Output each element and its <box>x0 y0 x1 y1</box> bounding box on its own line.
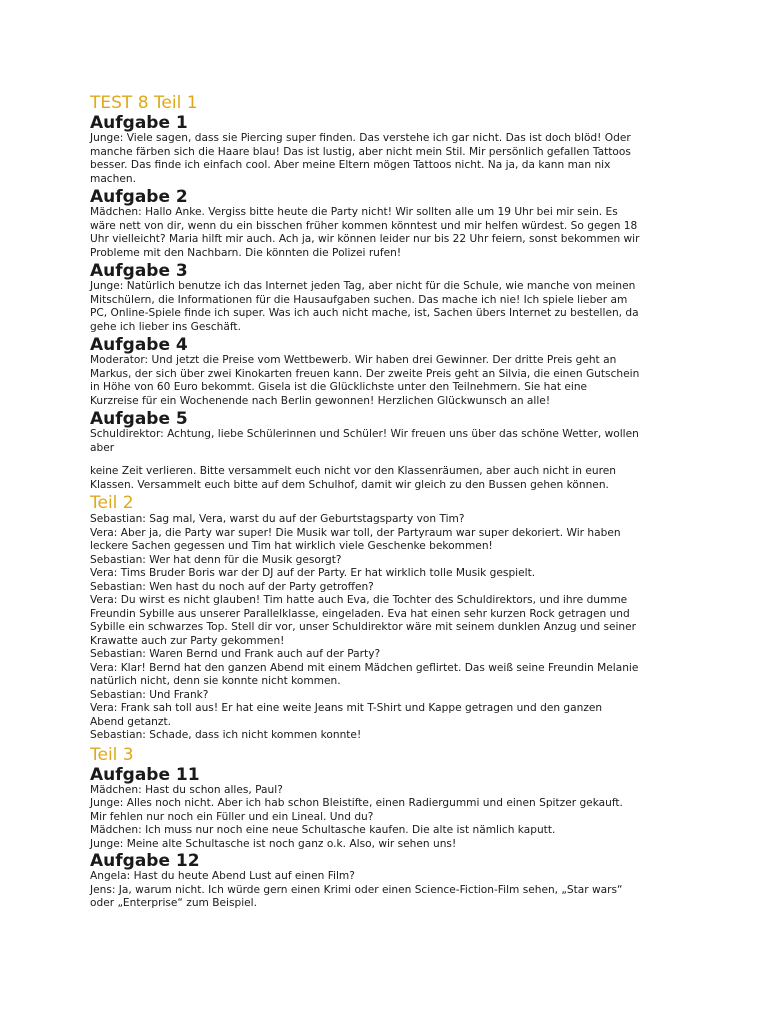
aufgabe-5-heading: Aufgabe 5 <box>90 409 188 429</box>
dialogue-line: Junge: Meine alte Schultasche ist noch ganz o.k. Also, wir sehen uns! <box>90 837 457 850</box>
dialogue-line: Sebastian: Wer hat denn für die Musik gesorgt? <box>90 553 342 566</box>
aufgabe-11-heading: Aufgabe 11 <box>90 764 200 785</box>
dialogue-line: Mädchen: Hast du schon alles, Paul? <box>90 783 283 796</box>
aufgabe-1-heading: Aufgabe 1 <box>90 113 188 133</box>
dialogue-line: Sebastian: Wen hast du noch auf der Party getroffen? <box>90 580 374 593</box>
dialogue-line: Jens: Ja, warum nicht. Ich würde gern einen Krimi oder einen Science-Fiction-Film sehen, „Star wars“ oder „Enterprise“ zum Beispiel. <box>90 883 623 909</box>
dialogue-line: Vera: Tims Bruder Boris war der DJ auf der Party. Er hat wirklich tolle Musik gespielt. <box>90 567 536 579</box>
aufgabe-3-text: Junge: Natürlich benutze ich das Internet jeden Tag, aber nicht für die Schule, wie manche von meinen Mitschülern, die Informationen für die Hausaufgaben suchen. Das mache ich nie! Ich spiele lieber am PC, Online-Spiele finde ich super. Was ich auch nicht mache, ist, Sachen übers Internet zu bestellen, da gehe ich lieber ins Geschäft. <box>90 280 639 333</box>
aufgabe-2-text: Mädchen: Hallo Anke. Vergiss bitte heute die Party nicht! Wir sollten alle um 19 Uhr bei mir sein. Es wäre nett von dir, wenn du ein bisschen früher kommen könntest und mir helfen würdest. So gegen 18 Uhr vielleicht? Maria hilft mir auch. Ach ja, wir können leider nur bis 22 Uhr feiern, sonst bekommen wir Probleme mit den Nachbarn. Die könnten die Polizei rufen! <box>90 206 640 259</box>
aufgabe-5-text: Schuldirektor: Achtung, liebe Schülerinnen und Schüler! Wir freuen uns über das schöne Wetter, wollen aber <box>90 428 639 454</box>
dialogue-line: Vera: Aber ja, die Party war super! Die Musik war toll, der Partyraum war super dekoriert. Wir haben leckere Sachen gegessen und Tim hat wirklich viele Geschenke bekommen! <box>90 526 621 552</box>
aufgabe-4-text: Moderator: Und jetzt die Preise vom Wettbewerb. Wir haben drei Gewinner. Der dritte Preis geht an Markus, der sich über zwei Kinokarten freuen kann. Der zweite Preis geht an Silvia, die einen Gutschein in Höhe von 60 Euro bekommt. Gisela ist die Glücklichste unter den Teilnehmern. Sie hat eine Kurzreise für ein Wochenende nach Berlin gewonnen! Herzlichen Glückwunsch an alle! <box>90 354 640 407</box>
dialogue-line: Angela: Hast du heute Abend Lust auf einen Film? <box>90 870 355 882</box>
aufgabe-1-text: Junge: Viele sagen, dass sie Piercing super finden. Das verstehe ich gar nicht. Das ist doch blöd! Oder manche färben sich die Haare blau! Das ist lustig, aber nicht mein Stil. Mir persönlich gefallen Tattoos besser. Das finde ich einfach cool. Aber meine Eltern mögen Tattoos nicht. Na ja, da kann man nix machen. <box>90 132 631 185</box>
aufgabe-3-heading: Aufgabe 3 <box>90 261 188 281</box>
teil2-heading: Teil 2 <box>90 493 134 513</box>
dialogue-line: Junge: Alles noch nicht. Aber ich hab schon Bleistifte, einen Radiergummi und einen Spitzer gekauft. Mir fehlen nur noch ein Füller und ein Lineal. Und du? <box>90 797 623 823</box>
paragraph-gap <box>90 456 682 465</box>
dialogue-line: Vera: Du wirst es nicht glauben! Tim hatte auch Eva, die Tochter des Schuldirektors, und ihre dumme Freundin Sybille aus unserer Parallelklasse, eingeladen. Eva hat einen sehr kurzen Rock getragen und Sybille ein schwarzes Top. Stell dir vor, unser Schuldirektor wäre mit seinem dunklen Anzug und seiner Krawatte auch zur Party gekommen! <box>90 594 637 647</box>
aufgabe-5-text-continued: keine Zeit verlieren. Bitte versammelt euch nicht vor den Klassenräumen, aber auch nicht in euren Klassen. Versammelt euch bitte auf dem Schulhof, damit wir gleich zu den Bussen gehen können. <box>90 465 616 491</box>
dialogue-line: Sebastian: Sag mal, Vera, warst du auf der Geburtstagsparty von Tim? <box>90 513 465 525</box>
aufgabe-12-heading: Aufgabe 12 <box>90 851 200 871</box>
dialogue-line: Sebastian: Waren Bernd und Frank auch auf der Party? <box>90 648 381 660</box>
dialogue-line: Vera: Klar! Bernd hat den ganzen Abend mit einem Mädchen geflirtet. Das weiß seine Freundin Melanie natürlich nicht, denn sie konnte nicht kommen. <box>90 661 639 687</box>
dialogue-line: Mädchen: Ich muss nur noch eine neue Schultasche kaufen. Die alte ist nämlich kaputt. <box>90 824 556 836</box>
aufgabe-4-heading: Aufgabe 4 <box>90 335 188 355</box>
teil3-heading: Teil 3 <box>90 744 134 765</box>
document-page <box>90 93 682 911</box>
teil1-heading: TEST 8 Teil 1 <box>90 93 198 113</box>
aufgabe-2-heading: Aufgabe 2 <box>90 187 188 207</box>
dialogue-line: Sebastian: Schade, dass ich nicht kommen konnte! <box>90 729 362 741</box>
dialogue-line: Sebastian: Und Frank? <box>90 688 209 701</box>
dialogue-line: Vera: Frank sah toll aus! Er hat eine weite Jeans mit T-Shirt und Kappe getragen und den ganzen Abend getanzt. <box>90 702 603 728</box>
